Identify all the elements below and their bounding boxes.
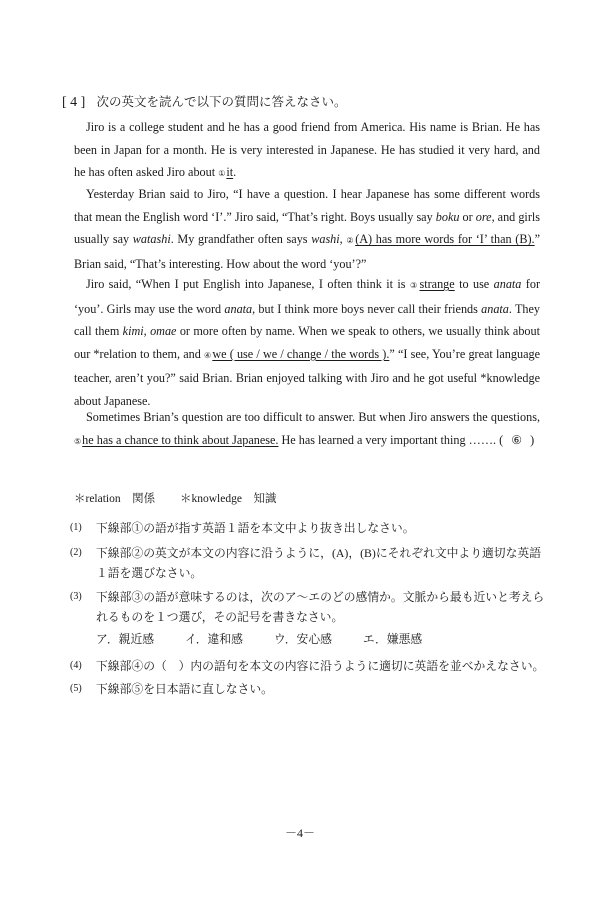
paragraph-4 [74,406,540,453]
marker-1: ① [218,169,226,179]
question-text: 下線部①の語が指す英語１語を本文中より抜き出しなさい。 [96,521,415,535]
paragraph-text: or [459,209,476,224]
paragraph-text: or more often by name. When we speak to others, we usually think about our *relation to them, and [74,324,540,361]
paragraph-text: Sometimes Brian’s question are too difficult to answer. But when Jiro answers the questions, [86,410,540,424]
paragraph-text: He has learned a very important thing ……. ( [278,432,504,447]
choice-i: イ．違和感 [185,632,243,646]
paragraph-text: Jiro said, “When I put English into Japanese, I often think it is [86,277,410,291]
paragraph-2 [74,183,540,275]
word-kimi: kimi [122,324,144,339]
choice-a: ア．親近感 [96,632,155,646]
answer-choices [96,629,550,649]
paragraph-text: Jiro is a college student and he has a good friend from America. His name is Brian. He has been in Japan for a month. He is very interested in Japanese. He has studied it very hard, and he has often asked Jiro about [74,120,540,180]
question-number: (4) [70,660,82,671]
section-number: [ 4 ] [62,95,86,110]
paragraph-text: . They call them [74,301,540,339]
section-header [62,92,346,111]
paragraph-text: , [143,324,151,339]
question-text: 下線部③の語が意味するのは，次のア～エのどの感情か。文脈から最も近いと考えられるものを１つ選び，その記号を書きなさい。 [96,590,545,624]
word-anata: anata [481,301,509,316]
paragraph-text: . My grandfather often says [170,232,312,247]
question-3 [70,587,550,649]
underline-2: (A) has more words for ‘I’ than (B). [355,232,535,247]
marker-5: ⑤ [74,436,82,446]
marker-2: ② [346,236,355,246]
paragraph-text: ) [530,432,535,447]
word-watashi: watashi [132,232,171,247]
paragraph-text: to use [454,277,494,291]
paragraph-text: , but I think more boys never call their friends [252,301,482,316]
word-boku: boku [435,209,460,224]
punctuation: . [233,165,237,180]
word-omae: omae [150,324,177,339]
question-number: (1) [70,522,82,533]
section-instruction: 次の英文を読んで以下の質問に答えなさい。 [96,95,347,109]
marker-4: ④ [204,350,212,360]
paragraph-text: ” “I see, You’re great language teacher, aren’t you?” said Brian. Brian enjoyed talking with Jiro and he got useful *knowledge about Japanese. [74,346,540,408]
question-4 [70,656,550,676]
paragraph-text: , and girls usually say [74,209,541,247]
page-number: －4－ [284,826,315,840]
question-number: (5) [70,683,82,694]
choice-e: エ．嫌悪感 [362,632,423,646]
word-anata: anata [493,277,522,291]
question-text: 下線部④の（ ）内の語句を本文の内容に沿うように適切に英語を並べかえなさい。 [96,659,545,673]
paragraph-3 [74,273,540,413]
word-anata: anata [224,301,253,316]
question-1 [70,518,550,538]
paragraph-text: for ‘you’. Girls may use the word [74,277,541,316]
glossary [74,490,298,506]
glossary-item: ＊relation 関係 [74,493,156,505]
underline-4: we ( use / we / change / the words ). [212,346,390,361]
question-2 [70,543,550,583]
word-washi: washi [311,232,340,247]
question-5 [70,679,550,699]
blank-6: ⑥ [511,432,523,447]
question-text: 下線部②の英文が本文の内容に沿うように，(A)，(B)にそれぞれ文中より適切な英語１語を選びなさい。 [96,546,541,580]
paragraph-text: , [339,232,347,247]
question-number: (2) [70,547,82,558]
word-ore: ore [475,209,492,224]
choice-u: ウ．安心感 [273,632,332,646]
underline-3: strange [419,277,455,291]
question-number: (3) [70,591,82,602]
question-text: 下線部⑤を日本語に直しなさい。 [96,682,273,696]
marker-3: ③ [409,281,419,290]
paragraph-1 [74,116,540,186]
underline-5: he has a chance to think about Japanese. [82,432,279,447]
glossary-item: ＊knowledge 知識 [180,493,277,505]
underline-1: it [226,165,234,180]
paragraph-text: Yesterday Brian said to Jiro, “I have a question. I hear Japanese has some different words that mean the English word ‘I’.” Jiro said, “That’s right. Boys usually say [74,187,540,224]
paragraph-text: ” Brian said, “That’s interesting. How about the word ‘you’?” [74,232,541,271]
